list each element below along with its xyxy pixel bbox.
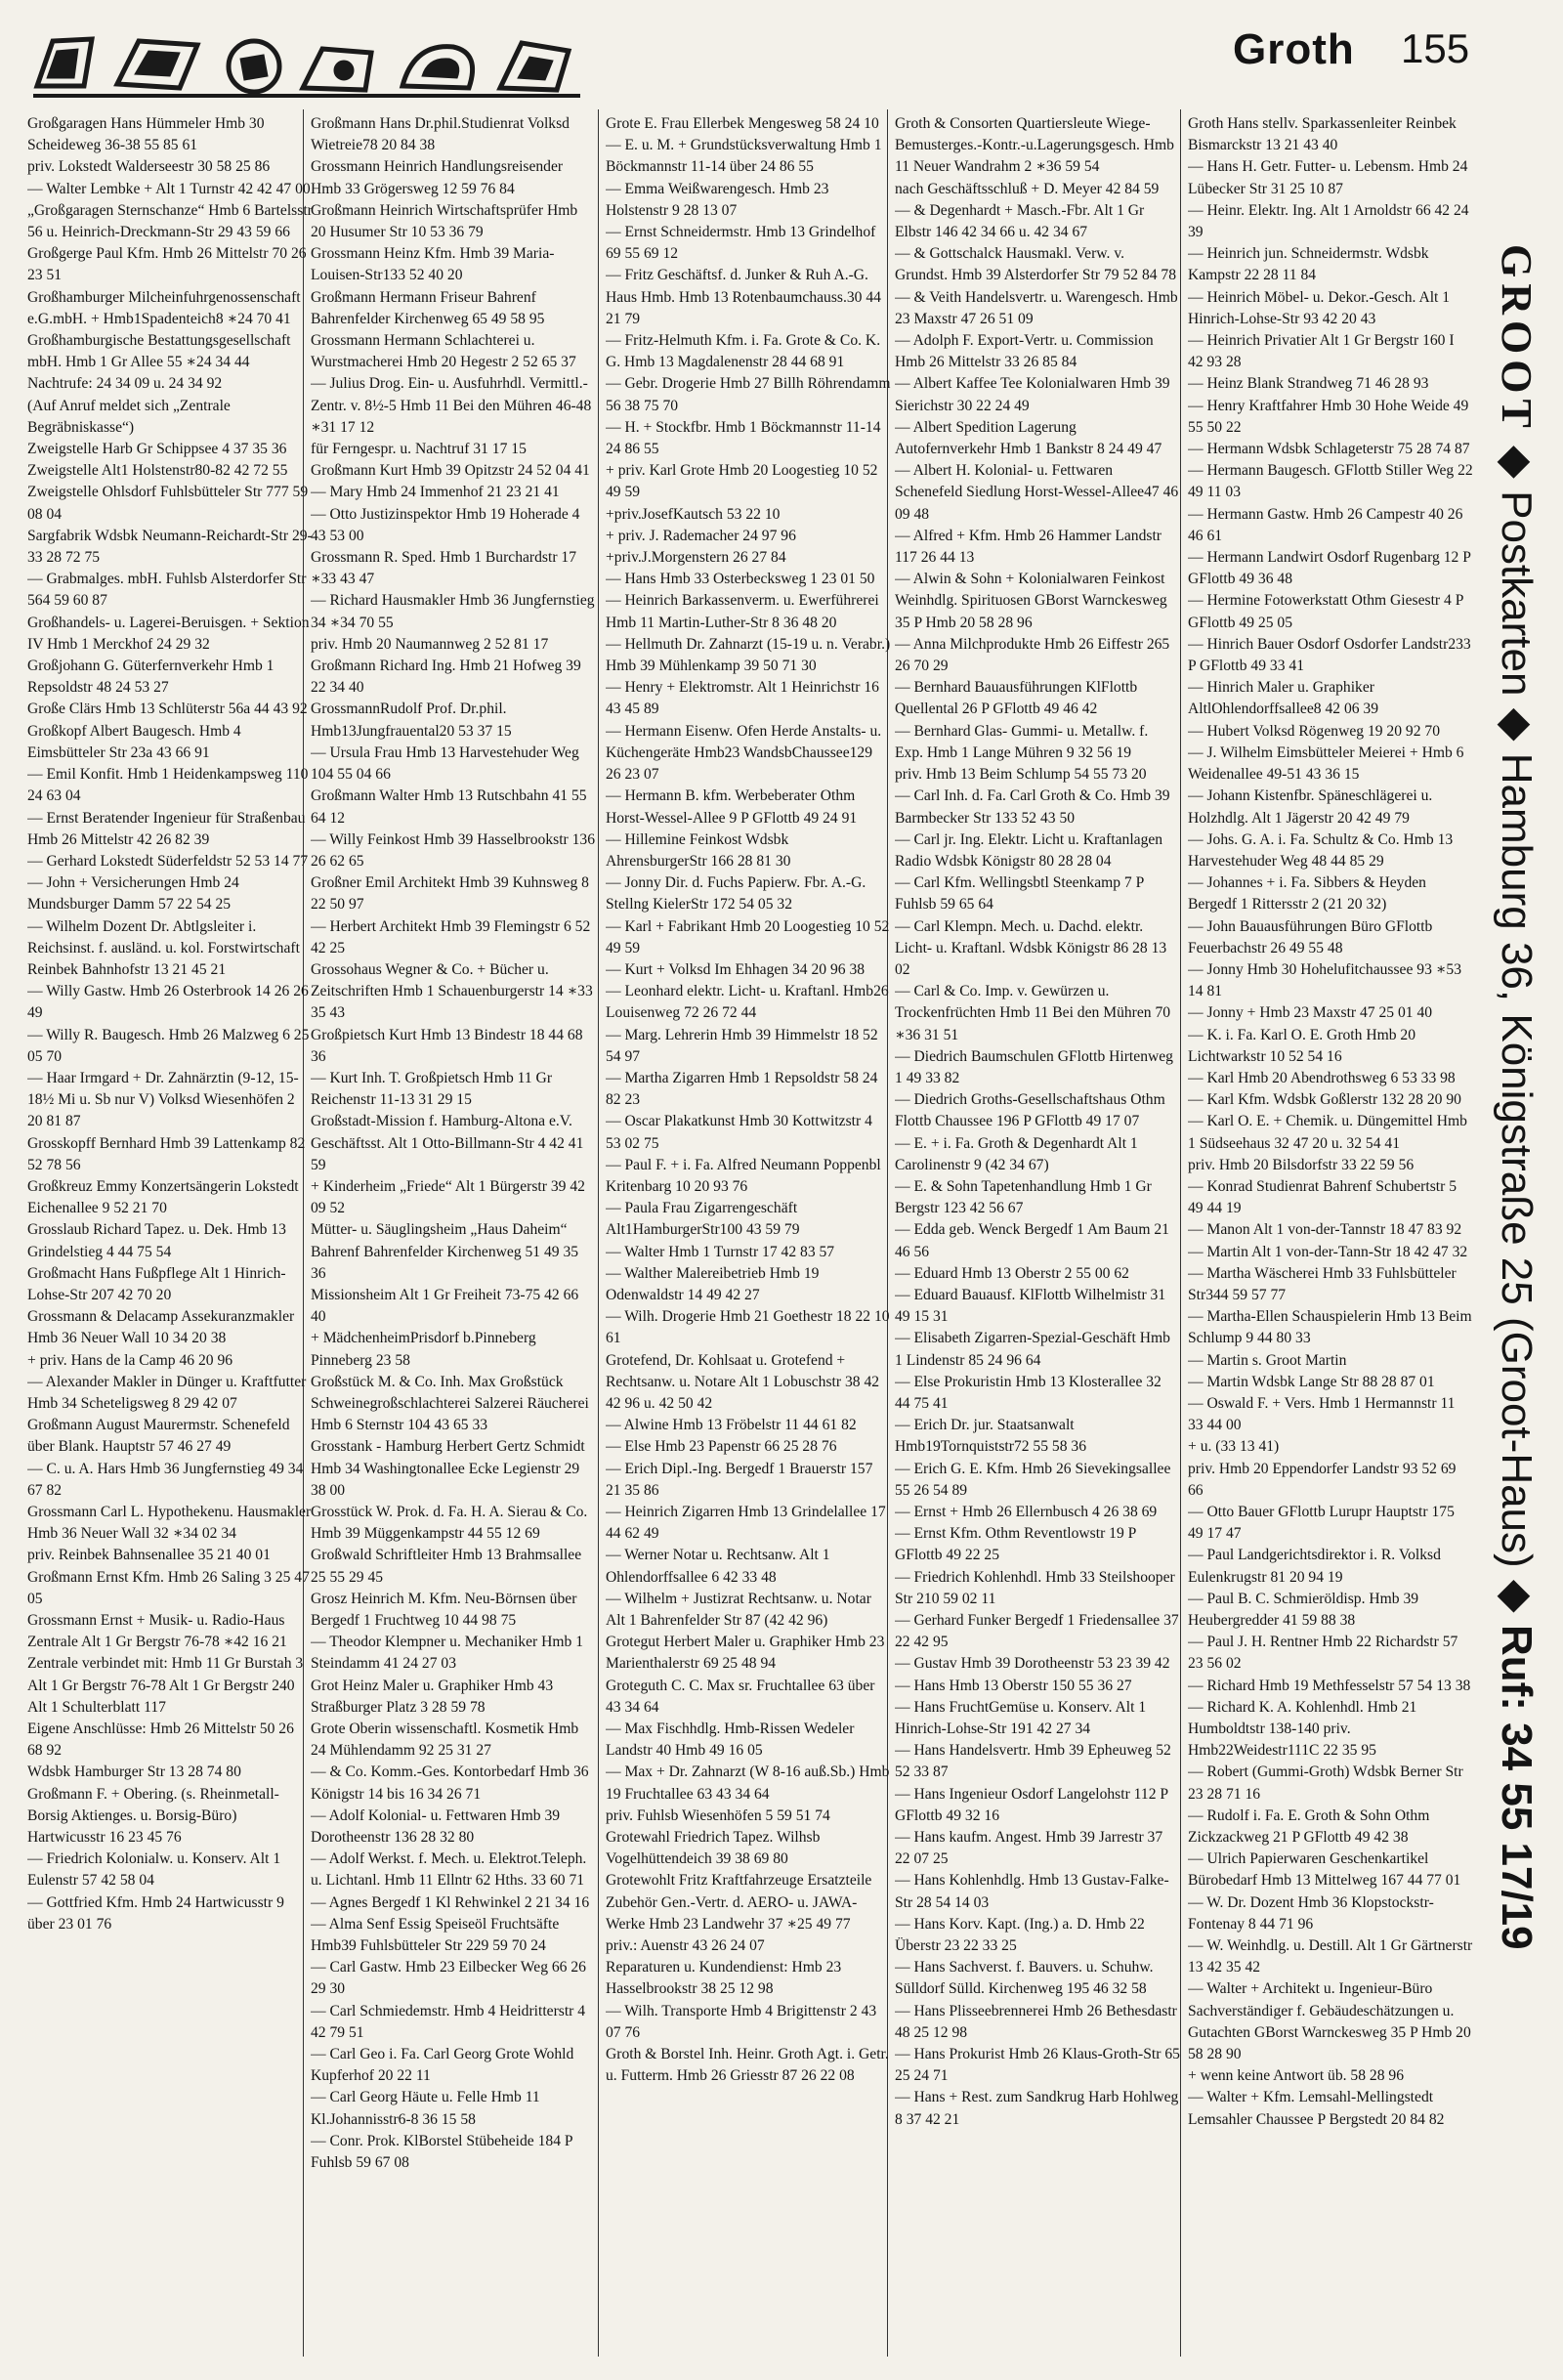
directory-entry: Grosstank - Hamburg Herbert Gertz Schmidt Hmb 34 Washingtonallee Ecke Legienstr 29 38 00: [311, 1438, 585, 1499]
directory-entry: — Theodor Klempner u. Mechaniker Hmb 1 Steindamm 41 24 27 03: [311, 1634, 584, 1673]
directory-entry: — Alwine Hmb 13 Fröbelstr 11 44 61 82: [606, 1417, 857, 1434]
directory-entry: — Hans H. Getr. Futter- u. Lebensm. Hmb 24 Lübecker Str 31 25 10 87: [1188, 158, 1468, 197]
directory-entry: — Alwin & Sohn + Kolonialwaren Feinkost Weinhdlg. Spirituosen GBorst Warnckesweg 35 P Hmb 20 58 28 96: [895, 571, 1167, 631]
directory-entry: — Carl Geo i. Fa. Carl Georg Grote Wohld Kupferhof 20 22 11: [311, 2046, 574, 2085]
directory-entry: — John + Versicherungen Hmb 24 Mundsburger Damm 57 22 54 25: [27, 874, 239, 914]
directory-entry: Zweigstelle Harb Gr Schippsee 4 37 35 36: [27, 441, 287, 458]
directory-entry: priv. Hmb 20 Bilsdorfstr 33 22 59 56: [1188, 1156, 1415, 1173]
directory-entry: Grote Oberin wissenschaftl. Kosmetik Hmb 24 Mühlendamm 92 25 31 27: [311, 1721, 579, 1760]
directory-entry: — Hans Plisseebrennerei Hmb 26 Bethesdastr 48 25 12 98: [895, 2002, 1177, 2041]
directory-entry: Groth & Borstel Inh. Heinr. Groth Agt. i. Getr. u. Futterm. Hmb 26 Griesstr 87 26 22 08: [606, 2046, 889, 2085]
directory-entry: priv. Hmb 20 Eppendorfer Landstr 93 52 69 66: [1188, 1460, 1457, 1499]
directory-entry: — Johann Kistenfbr. Späneschlägerei u. Holzhdlg. Alt 1 Jägerstr 20 42 49 79: [1188, 787, 1433, 827]
directory-entry: — Rudolf i. Fa. E. Groth & Sohn Othm Zickzackweg 21 P GFlottb 49 42 38: [1188, 1806, 1430, 1847]
directory-entry: Großmann Ernst Kfm. Hmb 26 Saling 3 25 47 05: [27, 1568, 310, 1607]
directory-entry: — Friedrich Kohlenhdl. Hmb 33 Steilshooper Str 210 59 02 11: [895, 1568, 1175, 1607]
directory-entry: — Albert H. Kolonial- u. Fettwaren Schenefeld Siedlung Horst-Wessel-Allee47 46 09 48: [895, 462, 1179, 523]
directory-entry: priv. Lokstedt Walderseestr 30 58 25 86: [27, 158, 271, 176]
directory-entry: Groth & Consorten Quartiersleute Wiege-Bemusterges.-Kontr.-u.Lagerungsgesch. Hmb 11 Neuer Wandrahm 2 ∗36 59 54: [895, 115, 1174, 176]
directory-entry: — Hans Handelsvertr. Hmb 39 Epheuweg 52 52 33 87: [895, 1742, 1171, 1781]
directory-entry: — Grabmalges. mbH. Fuhlsb Alsterdorfer Str 564 59 60 87: [27, 571, 307, 610]
directory-entry: — Heinrich jun. Schneidermstr. Wdsbk Kampstr 22 28 11 84: [1188, 245, 1429, 284]
directory-entry: — W. Weinhdlg. u. Destill. Alt 1 Gr Gärtnerstr 13 42 35 42: [1188, 1937, 1473, 1976]
groot-phone: Ruf: 34 55 17/19: [1493, 1625, 1541, 1950]
directory-entry: — Richard Hausmakler Hmb 36 Jungfernstieg 34 ∗34 70 55: [311, 592, 595, 631]
directory-entry: Grossmann R. Sped. Hmb 1 Burchardstr 17 ∗33 43 47: [311, 549, 576, 588]
directory-entry: Großhamburgische Bestattungsgesellschaft mbH. Hmb 1 Gr Allee 55 ∗24 34 44: [27, 332, 291, 371]
directory-entry: — Emma Weißwarengesch. Hmb 23 Holstenstr 9 28 13 07: [606, 180, 829, 219]
directory-entry: Wdsbk Hamburger Str 13 28 74 80: [27, 1764, 241, 1781]
directory-entry: — Karl + Fabrikant Hmb 20 Loogestieg 10 52 49 59: [606, 917, 890, 956]
directory-entry: — Willy Feinkost Hmb 39 Hasselbrookstr 136 26 62 65: [311, 830, 596, 870]
directory-entry: Groth Hans stellv. Sparkassenleiter Reinbek Bismarckstr 13 21 43 40: [1188, 115, 1457, 154]
directory-entry: — Mary Hmb 24 Immenhof 21 23 21 41: [311, 484, 560, 501]
directory-entry: — Max Fischhdlg. Hmb-Rissen Wedeler Landstr 40 Hmb 49 16 05: [606, 1721, 855, 1760]
directory-entry: — Karl O. E. + Chemik. u. Düngemittel Hmb 1 Südseehaus 32 47 20 u. 32 54 41: [1188, 1113, 1467, 1152]
directory-column-4: [895, 113, 1180, 2360]
directory-entry: — & Co. Komm.-Ges. Kontorbedarf Hmb 36 Königstr 14 bis 16 34 26 71: [311, 1764, 589, 1803]
directory-entry: — E. u. M. + Grundstücksverwaltung Hmb 1 Böckmannstr 11-14 über 24 86 55: [606, 137, 882, 176]
side-advertisement: [1473, 244, 1551, 2198]
directory-entry: — Hans Ingenieur Osdorf Langelohstr 112 P GFlottb 49 32 16: [895, 1785, 1168, 1824]
directory-entry: — Albert Kaffee Tee Kolonialwaren Hmb 39 Sierichstr 30 22 24 49: [895, 375, 1170, 414]
directory-entry: Grossmann & Delacamp Assekuranzmakler Hmb 36 Neuer Wall 10 34 20 38: [27, 1308, 295, 1347]
directory-entry: — Kurt + Volksd Im Ehhagen 34 20 96 38: [606, 960, 866, 978]
directory-entry: — Else Prokuristin Hmb 13 Klosterallee 32 44 75 41: [895, 1373, 1162, 1412]
directory-entry: Großhandels- u. Lagerei-Beruisgen. + Sektion IV Hmb 1 Merckhof 24 29 32: [27, 614, 310, 653]
directory-entry: Grosz Heinrich M. Kfm. Neu-Börnsen über Bergedf 1 Fruchtweg 10 44 98 75: [311, 1590, 577, 1630]
directory-entry: Sargfabrik Wdsbk Neumann-Reichardt-Str 29-33 28 72 75: [27, 527, 313, 567]
directory-entry: — Alma Senf Essig Speiseöl Fruchtsäfte Hmb39 Fuhlsbütteler Str 229 59 70 24: [311, 1915, 560, 1955]
directory-entry: — Manon Alt 1 von-der-Tannstr 18 47 83 92: [1188, 1221, 1462, 1239]
directory-entry: — Gustav Hmb 39 Dorotheenstr 53 23 39 42: [895, 1655, 1170, 1673]
directory-entry: Großpietsch Kurt Hmb 13 Bindestr 18 44 68 36: [311, 1026, 583, 1065]
directory-entry: Großmann Kurt Hmb 39 Opitzstr 24 52 04 41: [311, 462, 590, 480]
directory-entry: — Diedrich Groths-Gesellschaftshaus Othm Flottb Chaussee 196 P GFlottb 49 17 07: [895, 1091, 1165, 1130]
directory-entry: — Otto Justizinspektor Hmb 19 Hoherade 4 43 53 00: [311, 505, 580, 544]
directory-entry: Grossmann Heinz Kfm. Hmb 39 Maria-Louisen-Str133 52 40 20: [311, 245, 555, 284]
directory-entry: Großmann August Maurermstr. Schenefeld über Blank. Hauptstr 57 46 27 49: [27, 1417, 290, 1456]
directory-entry: Großwald Schriftleiter Hmb 13 Brahmsallee 25 55 29 45: [311, 1547, 582, 1586]
directory-entry: für Ferngespr. u. Nachtruf 31 17 15: [311, 441, 527, 458]
directory-entry: — Gottfried Kfm. Hmb 24 Hartwicusstr 9 über 23 01 76: [27, 1893, 284, 1933]
directory-entry: Großmann Walter Hmb 13 Rutschbahn 41 55 64 12: [311, 787, 587, 827]
directory-entry: + Kinderheim „Friede“ Alt 1 Bürgerstr 39 42 09 52: [311, 1177, 585, 1217]
directory-entry: — Wilh. Drogerie Hmb 21 Goethestr 18 22 10 61: [606, 1308, 890, 1347]
directory-entry: Eigene Anschlüsse: Hmb 26 Mittelstr 50 26 68 92: [27, 1721, 294, 1760]
directory-entry: priv. Fuhlsb Wiesenhöfen 5 59 51 74: [606, 1806, 830, 1824]
directory-entry: Missionsheim Alt 1 Gr Freiheit 73-75 42 66 40: [311, 1286, 579, 1326]
directory-entry: — Paul B. C. Schmieröldisp. Hmb 39 Heubergredder 41 59 88 38: [1188, 1590, 1419, 1630]
directory-entry: — K. i. Fa. Karl O. E. Groth Hmb 20 Lichtwarkstr 10 52 54 16: [1188, 1026, 1416, 1065]
directory-entry: — Oscar Plakatkunst Hmb 30 Kottwitzstr 4 53 02 75: [606, 1113, 872, 1152]
directory-entry: Reparaturen u. Kundendienst: Hmb 23 Hasselbrookstr 38 25 12 98: [606, 1959, 842, 1998]
directory-entry: — Heinr. Elektr. Ing. Alt 1 Arnoldstr 66 42 24 39: [1188, 201, 1469, 241]
directory-entry: — Hans Hmb 33 Osterbecksweg 1 23 01 50: [606, 571, 875, 588]
directory-entry: — Martin Wdsbk Lange Str 88 28 87 01: [1188, 1373, 1435, 1390]
directory-entry: Großmann F. + Obering. (s. Rheinmetall-Borsig Aktienges. u. Borsig-Büro) Hartwicusstr 16 23 45 76: [27, 1785, 279, 1847]
directory-entry: + priv. Hans de la Camp 46 20 96: [27, 1351, 233, 1369]
directory-entry: — Hans Kohlenhdlg. Hmb 13 Gustav-Falke-Str 28 54 14 03: [895, 1872, 1169, 1911]
directory-entry: Grossmann Carl L. Hypothekenu. Hausmakler Hmb 36 Neuer Wall 32 ∗34 02 34: [27, 1504, 312, 1543]
directory-entry: — Max + Dr. Zahnarzt (W 8-16 auß.Sb.) Hmb 19 Fruchtallee 63 43 34 64: [606, 1764, 890, 1803]
directory-entry: — Edda geb. Wenck Bergedf 1 Am Baum 21 46 56: [895, 1221, 1169, 1260]
directory-entry: — Leonhard elektr. Licht- u. Kraftanl. Hmb26 Louisenweg 72 26 72 44: [606, 983, 889, 1022]
directory-entry: Grossmann Ernst + Musik- u. Radio-Haus Zentrale Alt 1 Gr Bergstr 76-78 ∗42 16 21: [27, 1612, 287, 1651]
directory-entry: — Martha-Ellen Schauspielerin Hmb 13 Beim Schlump 9 44 80 33: [1188, 1308, 1472, 1347]
directory-entry: — Carl & Co. Imp. v. Gewürzen u. Trockenfrüchten Hmb 11 Bei den Mühren 70 ∗36 31 51: [895, 983, 1171, 1043]
directory-entry: — Conr. Prok. KlBorstel Stübeheide 184 P Fuhlsb 59 67 08: [311, 2132, 572, 2172]
directory-columns: [27, 113, 1473, 2360]
directory-entry: Grossohaus Wegner & Co. + Bücher u. Zeitschriften Hmb 1 Schauenburgerstr 14 ∗33 35 43: [311, 960, 593, 1022]
directory-entry: — Ernst Kfm. Othm Reventlowstr 19 P GFlottb 49 22 25: [895, 1525, 1136, 1564]
directory-entry: Grote E. Frau Ellerbek Mengesweg 58 24 10: [606, 115, 879, 132]
directory-entry: — Hermann B. kfm. Werbeberater Othm Horst-Wessel-Allee 9 P GFlottb 49 24 91: [606, 787, 858, 827]
directory-entry: — Erich G. E. Kfm. Hmb 26 Sievekingsallee 55 26 54 89: [895, 1460, 1171, 1499]
directory-entry: +priv.J.Morgenstern 26 27 84: [606, 549, 786, 567]
directory-entry: — Ernst Beratender Ingenieur für Straßenbau Hmb 26 Mittelstr 42 26 82 39: [27, 809, 306, 848]
directory-entry: — Kurt Inh. T. Großpietsch Hmb 11 Gr Reichenstr 11-13 31 29 15: [311, 1069, 553, 1109]
directory-entry: Grotewohlt Fritz Kraftfahrzeuge Ersatzteile Zubehör Gen.-Vertr. d. AERO- u. JAWA-Werke Hmb 23 Landwehr 37 ∗25 49 77: [606, 1872, 872, 1933]
directory-entry: — E. + i. Fa. Groth & Degenhardt Alt 1 Carolinenstr 9 (42 34 67): [895, 1134, 1138, 1173]
directory-entry: — Martin Alt 1 von-der-Tann-Str 18 42 47 32: [1188, 1243, 1468, 1260]
directory-entry: GrossmannRudolf Prof. Dr.phil. Hmb13Jungfrauental20 53 37 15: [311, 701, 512, 740]
groot-brand: GROOT: [1493, 244, 1541, 434]
directory-entry: Großner Emil Architekt Hmb 39 Kuhnsweg 8 22 50 97: [311, 874, 589, 914]
directory-entry: — Carl Klempn. Mech. u. Dachd. elektr. Licht- u. Kraftanl. Wdsbk Königstr 86 28 13 02: [895, 917, 1167, 978]
directory-entry: — & Degenhardt + Masch.-Fbr. Alt 1 Gr Elbstr 146 42 34 66 u. 42 34 67: [895, 201, 1145, 241]
directory-entry: — Albert Spedition Lagerung Autofernverkehr Hmb 1 Bankstr 8 24 49 47: [895, 418, 1162, 458]
directory-entry: (Auf Anruf meldet sich „Zentrale Begräbniskasse“): [27, 397, 231, 436]
directory-entry: — Hermann Wdsbk Schlageterstr 75 28 74 87: [1188, 441, 1470, 458]
directory-entry: — Julius Drog. Ein- u. Ausfuhrhdl. Vermittl.-Zentr. v. 8½-5 Hmb 11 Bei den Mühren 46-48 ∗31 17 12: [311, 375, 592, 436]
groot-address: Hamburg 36, Königstraße 25 (Groot-Haus): [1493, 752, 1541, 1568]
directory-entry: Großjohann G. Güterfernverkehr Hmb 1 Repsoldstr 48 24 53 27: [27, 658, 275, 697]
directory-entry: — Adolf Werkst. f. Mech. u. Elektrot.Teleph. u. Lichtanl. Hmb 11 Ellntr 62 Hths. 33 60 71: [311, 1850, 587, 1890]
directory-entry: priv. Reinbek Bahnsenallee 35 21 40 01: [27, 1547, 271, 1564]
directory-entry: — Paula Frau Zigarrengeschäft Alt1HamburgerStr100 43 59 79: [606, 1200, 800, 1239]
directory-entry: — Haar Irmgard + Dr. Zahnärztin (9-12, 15-18½ Mi u. Sb nur V) Volksd Wiesenhöfen 2 20 81 87: [27, 1069, 299, 1130]
separator-diamond-icon: ◆: [1493, 1579, 1541, 1613]
directory-entry: — Adolph F. Export-Vertr. u. Commission Hmb 26 Mittelstr 33 26 85 84: [895, 332, 1154, 371]
page-header: [0, 0, 1563, 117]
directory-entry: — Karl Hmb 20 Abendrothsweg 6 53 33 98: [1188, 1069, 1456, 1086]
directory-entry: — Willy R. Baugesch. Hmb 26 Malzweg 6 25 05 70: [27, 1026, 310, 1065]
directory-entry: — Else Hmb 23 Papenstr 66 25 28 76: [606, 1438, 837, 1456]
directory-entry: — Hermann Eisenw. Ofen Herde Anstalts- u. Küchengeräte Hmb23 WandsbChaussee129 26 23 07: [606, 722, 882, 784]
directory-entry: — Diedrich Baumschulen GFlottb Hirtenweg 1 49 33 82: [895, 1047, 1173, 1086]
directory-entry: — Erich Dipl.-Ing. Bergedf 1 Brauerstr 157 21 35 86: [606, 1460, 873, 1499]
directory-entry: — Hans Prokurist Hmb 26 Klaus-Groth-Str 65 25 24 71: [895, 2046, 1180, 2085]
directory-entry: Grossmann Heinrich Handlungsreisender Hmb 33 Grögersweg 12 59 76 84: [311, 158, 564, 197]
running-header-name: Groth: [1233, 25, 1355, 73]
directory-entry: Großhamburger Milcheinfuhrgenossenschaft e.G.mbH. + Hmb1Spadenteich8 ∗24 70 41: [27, 288, 301, 327]
directory-entry: — Hinrich Maler u. Graphiker AltlOhlendorffsallee8 42 06 39: [1188, 679, 1379, 718]
directory-entry: — Fritz-Helmuth Kfm. i. Fa. Grote & Co. K. G. Hmb 13 Magdalenenstr 28 44 68 91: [606, 332, 881, 371]
directory-entry: — Ulrich Papierwaren Geschenkartikel Bürobedarf Hmb 13 Mittelweg 167 44 77 01: [1188, 1850, 1461, 1890]
directory-entry: priv. Hmb 13 Beim Schlump 54 55 73 20: [895, 766, 1147, 784]
directory-entry: — Hubert Volksd Rögenweg 19 20 92 70: [1188, 722, 1441, 740]
directory-entry: — Wilh. Transporte Hmb 4 Brigittenstr 2 43 07 76: [606, 2002, 877, 2041]
directory-entry: Großgaragen Hans Hümmeler Hmb 30 Scheideweg 36-38 55 85 61: [27, 115, 265, 154]
directory-entry: — Werner Notar u. Rechtsanw. Alt 1 Ohlendorffsallee 6 42 33 48: [606, 1547, 830, 1586]
directory-entry: — Carl Georg Häute u. Felle Hmb 11 Kl.Johannisstr6-8 36 15 58: [311, 2089, 540, 2128]
directory-entry: — Adolf Kolonial- u. Fettwaren Hmb 39 Dorotheenstr 136 28 32 80: [311, 1806, 561, 1847]
directory-entry: — & Gottschalck Hausmakl. Verw. v. Grundst. Hmb 39 Alsterdorfer Str 79 52 84 78: [895, 245, 1177, 284]
directory-entry: Grotefend, Dr. Kohlsaat u. Grotefend + Rechtsanw. u. Notare Alt 1 Lobuschstr 38 42 42 96 u. 42 50 42: [606, 1351, 880, 1412]
directory-entry: Großgerge Paul Kfm. Hmb 26 Mittelstr 70 26 23 51: [27, 245, 307, 284]
directory-entry: — Hermann Baugesch. GFlottb Stiller Weg 22 49 11 03: [1188, 462, 1473, 501]
directory-entry: — Hans FruchtGemüse u. Konserv. Alt 1 Hinrich-Lohse-Str 191 42 27 34: [895, 1698, 1147, 1738]
directory-entry: — Hermine Fotowerkstatt Othm Giesestr 4 P GFlottb 49 25 05: [1188, 592, 1463, 631]
directory-entry: Grosskopff Bernhard Hmb 39 Lattenkamp 82 52 78 56: [27, 1134, 306, 1173]
directory-entry: Groteguth C. C. Max sr. Fruchtallee 63 über 43 34 64: [606, 1677, 875, 1716]
directory-entry: — Walter Lembke + Alt 1 Turnstr 42 42 47 00: [27, 180, 311, 197]
directory-entry: — Jonny + Hmb 23 Maxstr 47 25 01 40: [1188, 1004, 1433, 1022]
directory-entry: priv.: Auenstr 43 26 24 07: [606, 1937, 765, 1955]
directory-entry: — Johannes + i. Fa. Sibbers & Heyden Bergedf 1 Rittersstr 2 (21 20 32): [1188, 874, 1426, 914]
directory-entry: +priv.JosefKautsch 53 22 10: [606, 505, 781, 523]
directory-entry: — Hans Korv. Kapt. (Ing.) a. D. Hmb 22 Überstr 23 22 33 25: [895, 1915, 1145, 1955]
directory-entry: Nachtrufe: 24 34 09 u. 24 34 92: [27, 375, 223, 393]
directory-entry: Großkopf Albert Baugesch. Hmb 4 Eimsbütteler Str 23a 43 66 91: [27, 722, 241, 761]
directory-entry: — Hellmuth Dr. Zahnarzt (15-19 u. n. Verabr.) Hmb 39 Mühlenkamp 39 50 71 30: [606, 635, 891, 675]
directory-entry: — Paul Landgerichtsdirektor i. R. Volksd Eulenkrugstr 81 20 94 19: [1188, 1547, 1441, 1586]
directory-entry: — Jonny Dir. d. Fuchs Papierw. Fbr. A.-G. Stellng KielerStr 172 54 05 32: [606, 874, 866, 914]
directory-column-5: [1188, 113, 1473, 2360]
directory-entry: Großmacht Hans Fußpflege Alt 1 Hinrich-Lohse-Str 207 42 70 20: [27, 1264, 286, 1303]
directory-entry: Grotewahl Friedrich Tapez. Wilhsb Vogelhüttendeich 39 38 69 80: [606, 1829, 821, 1868]
directory-entry: — Martha Wäscherei Hmb 33 Fuhlsbütteler Str344 59 57 77: [1188, 1264, 1457, 1303]
directory-entry: — Carl Gastw. Hmb 23 Eilbecker Weg 66 26 29 30: [311, 1959, 586, 1998]
directory-entry: — Ursula Frau Hmb 13 Harvestehuder Weg 104 55 04 66: [311, 744, 579, 784]
directory-entry: — Ernst Schneidermstr. Hmb 13 Grindelhof 69 55 69 12: [606, 224, 876, 263]
directory-entry: — Heinrich Zigarren Hmb 13 Grindelallee 17 44 62 49: [606, 1504, 886, 1543]
directory-entry: Großkreuz Emmy Konzertsängerin Lokstedt Eichenallee 9 52 21 70: [27, 1177, 299, 1217]
directory-entry: — Alexander Makler in Dünger u. Kraftfutter Hmb 34 Scheteligsweg 8 29 42 07: [27, 1373, 307, 1412]
directory-entry: — Richard K. A. Kohlenhdl. Hmb 21 Humboldtstr 138-140 priv. Hmb22Weidestr111C 22 35 95: [1188, 1698, 1417, 1760]
directory-entry: Großmann Richard Ing. Hmb 21 Hofweg 39 22 34 40: [311, 658, 581, 697]
directory-entry: — Hermann Gastw. Hmb 26 Campestr 40 26 46 61: [1188, 505, 1463, 544]
directory-entry: — H. + Stockfbr. Hmb 1 Böckmannstr 11-14 24 86 55: [606, 418, 881, 458]
directory-entry: — Henry Kraftfahrer Hmb 30 Hohe Weide 49 55 50 22: [1188, 397, 1469, 436]
directory-entry: — Anna Milchprodukte Hmb 26 Eiffestr 265 26 70 29: [895, 635, 1170, 675]
directory-entry: „Großgaragen Sternschanze“ Hmb 6 Bartelsstr 56 u. Heinrich-Dreckmann-Str 29 43 59 66: [27, 201, 313, 241]
directory-entry: Grot Heinz Maler u. Graphiker Hmb 43 Straßburger Platz 3 28 59 78: [311, 1677, 554, 1716]
directory-column-3: [606, 113, 891, 2360]
directory-column-2: [311, 113, 596, 2360]
directory-entry: — Johs. G. A. i. Fa. Schultz & Co. Hmb 13 Harvestehuder Weg 48 44 85 29: [1188, 830, 1454, 870]
directory-entry: + MädchenheimPrisdorf b.Pinneberg Pinneberg 23 58: [311, 1330, 536, 1369]
directory-entry: Großstadt-Mission f. Hamburg-Altona e.V. Geschäftsst. Alt 1 Otto-Billmann-Str 4 42 41 59: [311, 1113, 584, 1173]
directory-entry: — E. & Sohn Tapetenhandlung Hmb 1 Gr Bergstr 123 42 56 67: [895, 1177, 1152, 1217]
directory-entry: — Richard Hmb 19 Methfesselstr 57 54 13 38: [1188, 1677, 1471, 1694]
directory-entry: Großmann Hermann Friseur Bahrenf Bahrenfelder Kirchenweg 65 49 58 95: [311, 288, 545, 327]
directory-entry: Grotegut Herbert Maler u. Graphiker Hmb 23 Marienthalerstr 69 25 48 94: [606, 1634, 885, 1673]
directory-entry: — Alfred + Kfm. Hmb 26 Hammer Landstr 117 26 44 13: [895, 527, 1162, 567]
directory-entry: Großstück M. & Co. Inh. Max Großstück Schweinegroßschlachterei Salzerei Räucherei Hmb 6 Sternstr 104 43 65 33: [311, 1373, 589, 1434]
directory-entry: — Robert (Gummi-Groth) Wdsbk Berner Str 23 28 71 16: [1188, 1764, 1463, 1803]
directory-entry: — John Bauausführungen Büro GFlottb Feuerbachstr 26 49 55 48: [1188, 917, 1433, 956]
directory-entry: — Henry + Elektromstr. Alt 1 Heinrichstr 16 43 45 89: [606, 679, 879, 718]
page-number: 155: [1401, 25, 1470, 71]
directory-entry: nach Geschäftsschluß + D. Meyer 42 84 59: [895, 180, 1160, 197]
directory-entry: — Marg. Lehrerin Hmb 39 Himmelstr 18 52 54 97: [606, 1026, 878, 1065]
directory-entry: — Hermann Landwirt Osdorf Rugenbarg 12 P GFlottb 49 36 48: [1188, 549, 1471, 588]
directory-entry: — J. Wilhelm Eimsbütteler Meierei + Hmb 6 Weidenallee 49-51 43 36 15: [1188, 744, 1464, 784]
directory-entry: + priv. Karl Grote Hmb 20 Loogestieg 10 52 49 59: [606, 462, 878, 501]
directory-entry: — Otto Bauer GFlottb Lurupr Hauptstr 175 49 17 47: [1188, 1504, 1455, 1543]
directory-entry: — Agnes Bergedf 1 Kl Rehwinkel 2 21 34 16: [311, 1893, 590, 1911]
directory-entry: — Eduard Bauausf. KlFlottb Wilhelmistr 31 49 15 31: [895, 1286, 1166, 1326]
directory-entry: + wenn keine Antwort üb. 58 28 96: [1188, 2067, 1405, 2085]
directory-entry: — Willy Gastw. Hmb 26 Osterbrook 14 26 26 49: [27, 983, 309, 1022]
directory-entry: — Ernst + Hmb 26 Ellernbusch 4 26 38 69: [895, 1504, 1158, 1520]
directory-entry: — Wilhelm Dozent Dr. Abtlgsleiter i. Reichsinst. f. ausländ. u. kol. Forstwirtschaft Reinbek Bahnhofstr 13 21 45 21: [27, 917, 300, 978]
directory-entry: + u. (33 13 41): [1188, 1438, 1280, 1456]
directory-entry: — Hillemine Feinkost Wdsbk AhrensburgerStr 166 28 81 30: [606, 830, 791, 870]
directory-entry: — Konrad Studienrat Bahrenf Schubertstr 5 49 44 19: [1188, 1177, 1457, 1217]
directory-entry: — Hans kaufm. Angest. Hmb 39 Jarrestr 37 22 07 25: [895, 1829, 1163, 1868]
directory-entry: Großmann Heinrich Wirtschaftsprüfer Hmb 20 Husumer Str 10 53 36 79: [311, 201, 578, 241]
directory-entry: Große Clärs Hmb 13 Schlüterstr 56a 44 43 92: [27, 701, 308, 718]
directory-entry: — Walter Hmb 1 Turnstr 17 42 83 57: [606, 1243, 835, 1260]
directory-entry: — Bernhard Glas- Gummi- u. Metallw. f. Exp. Hmb 1 Lange Mühren 9 32 56 19: [895, 722, 1149, 761]
directory-entry: — & Veith Handelsvertr. u. Warengesch. Hmb 23 Maxstr 47 26 51 09: [895, 288, 1178, 327]
directory-entry: — W. Dr. Dozent Hmb 36 Klopstockstr-Fontenay 8 44 71 96: [1188, 1893, 1434, 1933]
publisher-logos-icon: [33, 29, 580, 98]
directory-entry: — Walter + Architekt u. Ingenieur-Büro Sachverständiger f. Gebäudeschätzungen u. Gutachten GBorst Warnckesweg 35 P Hmb 20 58 28 90: [1188, 1980, 1471, 2063]
directory-entry: Großmann Hans Dr.phil.Studienrat Volksd Wietreie78 20 84 38: [311, 115, 570, 154]
directory-entry: — Hans Hmb 13 Oberstr 150 55 36 27: [895, 1677, 1132, 1694]
directory-entry: — Fritz Geschäftsf. d. Junker & Ruh A.-G. Haus Hmb. Hmb 13 Rotenbaumchauss.30 44 21 79: [606, 267, 881, 327]
directory-entry: — Bernhard Bauausführungen KlFlottb Quellental 26 P GFlottb 49 46 42: [895, 679, 1138, 718]
directory-entry: — Wilhelm + Justizrat Rechtsanw. u. Notar Alt 1 Bahrenfelder Str 87 (42 42 96): [606, 1590, 871, 1630]
directory-column-1: [27, 113, 313, 2360]
directory-entry: — Paul J. H. Rentner Hmb 22 Richardstr 57 23 56 02: [1188, 1634, 1458, 1673]
directory-entry: + priv. J. Rademacher 24 97 96: [606, 527, 796, 544]
directory-entry: — Friedrich Kolonialw. u. Konserv. Alt 1 Eulenstr 57 42 58 04: [27, 1850, 281, 1890]
directory-entry: — Walther Malereibetrieb Hmb 19 Odenwaldstr 14 49 42 27: [606, 1264, 820, 1303]
directory-entry: — Paul F. + i. Fa. Alfred Neumann Poppenbl Kritenbarg 10 20 93 76: [606, 1156, 881, 1195]
directory-entry: — Gerhard Lokstedt Süderfeldstr 52 53 14 77: [27, 852, 309, 870]
directory-entry: — C. u. A. Hars Hmb 36 Jungfernstieg 49 34 67 82: [27, 1460, 304, 1499]
directory-entry: — Carl Kfm. Wellingsbtl Steenkamp 7 P Fuhlsb 59 65 64: [895, 874, 1144, 914]
directory-entry: — Hinrich Bauer Osdorf Osdorfer Landstr233 P GFlottb 49 33 41: [1188, 635, 1471, 675]
directory-entry: — Heinrich Privatier Alt 1 Gr Bergstr 160 I 42 93 28: [1188, 332, 1455, 371]
directory-entry: — Hans Sachverst. f. Bauvers. u. Schuhw. Sülldorf Sülld. Kirchenweg 195 46 32 58: [895, 1959, 1154, 1998]
directory-entry: — Martin s. Groot Martin: [1188, 1351, 1347, 1369]
directory-entry: — Carl Inh. d. Fa. Carl Groth & Co. Hmb 39 Barmbecker Str 133 52 43 50: [895, 787, 1170, 827]
directory-entry: — Erich Dr. jur. Staatsanwalt Hmb19Tornquiststr72 55 58 36: [895, 1417, 1086, 1456]
directory-entry: priv. Hmb 20 Naumannweg 2 52 81 17: [311, 635, 549, 653]
directory-entry: — Hans + Rest. zum Sandkrug Harb Hohlweg 8 37 42 21: [895, 2089, 1179, 2128]
directory-entry: Zweigstelle Alt1 Holstenstr80-82 42 72 55: [27, 462, 288, 480]
directory-entry: — Heinz Blank Strandweg 71 46 28 93: [1188, 375, 1429, 393]
directory-entry: Grosslaub Richard Tapez. u. Dek. Hmb 13 Grindelstieg 4 44 75 54: [27, 1221, 286, 1260]
directory-entry: Grossmann Hermann Schlachterei u. Wurstmacherei Hmb 20 Hegestr 2 52 65 37: [311, 332, 576, 371]
directory-entry: — Heinrich Möbel- u. Dekor.-Gesch. Alt 1 Hinrich-Lohse-Str 93 42 20 43: [1188, 288, 1451, 327]
directory-entry: — Gerhard Funker Bergedf 1 Friedensallee 37 22 42 95: [895, 1612, 1179, 1651]
directory-entry: — Gebr. Drogerie Hmb 27 Billh Röhrendamm 56 38 75 70: [606, 375, 891, 414]
directory-entry: — Elisabeth Zigarren-Spezial-Geschäft Hmb 1 Lindenstr 85 24 96 64: [895, 1330, 1170, 1369]
separator-diamond-icon: ◆: [1493, 707, 1541, 742]
directory-entry: — Martha Zigarren Hmb 1 Repsoldstr 58 24 82 23: [606, 1069, 878, 1109]
directory-entry: — Heinrich Barkassenverm. u. Ewerführerei Hmb 11 Martin-Luther-Str 8 36 48 20: [606, 592, 879, 631]
directory-entry: — Jonny Hmb 30 Hohelufitchaussee 93 ∗53 14 81: [1188, 960, 1461, 1000]
separator-diamond-icon: ◆: [1493, 446, 1541, 479]
directory-entry: Zweigstelle Ohlsdorf Fuhlsbütteler Str 777 59 08 04: [27, 484, 309, 523]
directory-entry: — Oswald F. + Vers. Hmb 1 Hermannstr 11 33 44 00: [1188, 1394, 1456, 1434]
directory-entry: Zentrale verbindet mit: Hmb 11 Gr Burstah 3 Alt 1 Gr Bergstr 76-78 Alt 1 Gr Bergstr 240 Alt 1 Schulterblatt 117: [27, 1655, 304, 1716]
directory-entry: Mütter- u. Säuglingsheim „Haus Daheim“ Bahrenf Bahrenfelder Kirchenweg 51 49 35 36: [311, 1221, 579, 1282]
directory-entry: — Herbert Architekt Hmb 39 Flemingstr 6 52 42 25: [311, 917, 591, 956]
directory-entry: — Walter + Kfm. Lemsahl-Mellingstedt Lemsahler Chaussee P Bergstedt 20 84 82: [1188, 2089, 1445, 2128]
directory-entry: — Carl Schmiedemstr. Hmb 4 Heidritterstr 4 42 79 51: [311, 2002, 586, 2041]
directory-entry: — Eduard Hmb 13 Oberstr 2 55 00 62: [895, 1264, 1129, 1282]
directory-entry: — Carl jr. Ing. Elektr. Licht u. Kraftanlagen Radio Wdsbk Königstr 80 28 28 04: [895, 830, 1163, 870]
directory-entry: — Emil Konfit. Hmb 1 Heidenkampsweg 110 24 63 04: [27, 766, 309, 805]
postkarten-label: Postkarten: [1493, 490, 1541, 697]
directory-entry: Grosstück W. Prok. d. Fa. H. A. Sierau & Co. Hmb 39 Müggenkampstr 44 55 12 69: [311, 1504, 588, 1543]
directory-entry: — Karl Kfm. Wdsbk Goßlerstr 132 28 20 90: [1188, 1091, 1461, 1109]
